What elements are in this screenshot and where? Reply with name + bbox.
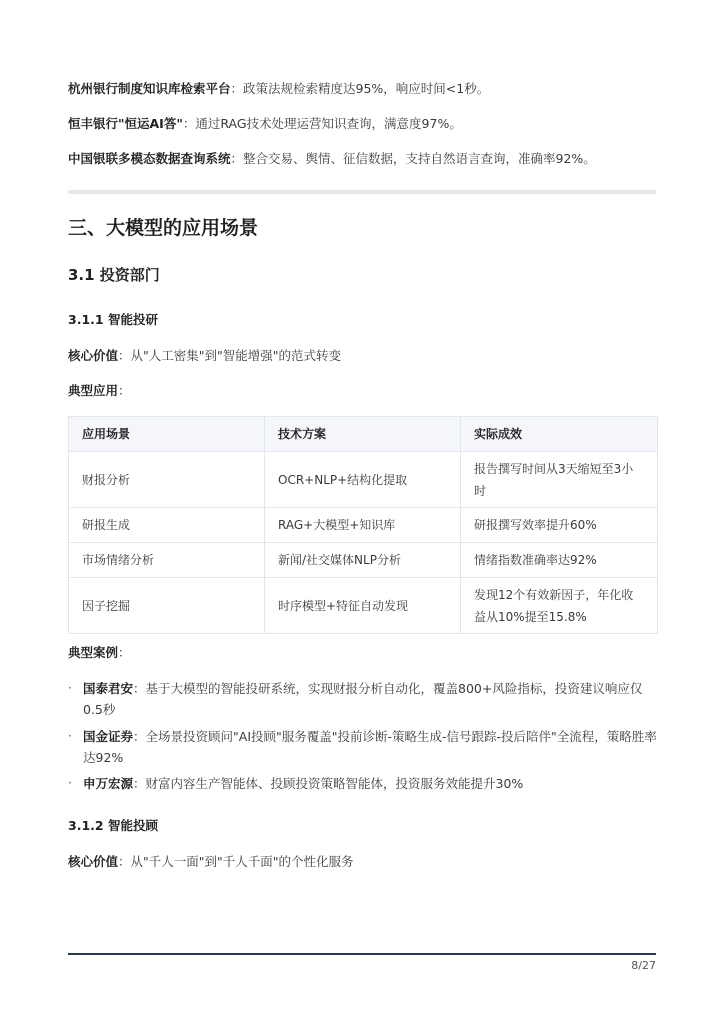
table-cell: 市场情绪分析 bbox=[69, 543, 265, 577]
intro-item-text: ：整合交易、舆情、征信数据，支持自然语言查询，准确率92%。 bbox=[230, 151, 596, 166]
core-value-label: 核心价值 bbox=[68, 348, 119, 363]
table-header-cell: 技术方案 bbox=[265, 417, 461, 451]
apps-label: 典型应用 bbox=[68, 383, 119, 398]
table-header-cell: 应用场景 bbox=[69, 417, 265, 451]
intro-item-label: 中国银联多模态数据查询系统 bbox=[68, 151, 231, 166]
table-cell: 研报撰写效率提升60% bbox=[474, 518, 597, 532]
sub1-core-value bbox=[68, 347, 341, 365]
footer-divider bbox=[68, 953, 656, 955]
sub2-title: 3.1.2 智能投顾 bbox=[68, 818, 158, 833]
intro-item-label: 杭州银行制度知识库检索平台 bbox=[68, 81, 231, 96]
table-row bbox=[69, 452, 657, 508]
table-header-row bbox=[69, 417, 657, 452]
bullet-dot: · bbox=[68, 729, 72, 743]
core-value-label: 核心价值 bbox=[68, 854, 119, 869]
case-text: ：全场景投资顾问"AI投顾"服务覆盖"投前诊断-策略生成-信号跟踪-投后陪伴"全流程，策略胜率达92% bbox=[83, 729, 657, 765]
intro-item-text: ：通过RAG技术处理运营知识查询，满意度97%。 bbox=[182, 116, 462, 131]
case-text: ：财富内容生产智能体、投顾投资策略智能体，投资服务效能提升30% bbox=[133, 776, 524, 791]
table-cell: OCR+NLP+结构化提取 bbox=[265, 452, 461, 507]
table-cell: 报告撰写时间从3天缩短至3小时 bbox=[474, 461, 634, 498]
cases-colon: ： bbox=[118, 645, 131, 660]
section-divider bbox=[68, 190, 656, 194]
case-item bbox=[68, 773, 658, 794]
case-label: 申万宏源 bbox=[83, 776, 134, 791]
table-cell: 情绪指数准确率达92% bbox=[474, 553, 597, 567]
applications-table bbox=[68, 416, 658, 634]
intro-item-label: 恒丰银行"恒运AI答" bbox=[68, 116, 183, 131]
core-value-text: ：从"人工密集"到"智能增强"的范式转变 bbox=[118, 348, 342, 363]
table-cell: 新闻/社交媒体NLP分析 bbox=[265, 543, 461, 577]
table-cell: 因子挖掘 bbox=[69, 578, 265, 633]
intro-item bbox=[68, 150, 596, 168]
case-label: 国泰君安 bbox=[83, 681, 134, 696]
table-cell: RAG+大模型+知识库 bbox=[265, 508, 461, 542]
sub1-title: 3.1.1 智能投研 bbox=[68, 312, 158, 327]
table-cell: 时序模型+特征自动发现 bbox=[265, 578, 461, 633]
apps-colon: ： bbox=[118, 383, 131, 398]
bullet-dot: · bbox=[68, 776, 72, 790]
section-title: 三、大模型的应用场景 bbox=[68, 217, 259, 239]
cases-label: 典型案例 bbox=[68, 645, 119, 660]
table-cell: 发现12个有效新因子，年化收益从10%提至15.8% bbox=[474, 587, 634, 624]
intro-item bbox=[68, 115, 462, 133]
table-cell: 研报生成 bbox=[69, 508, 265, 542]
case-label: 国金证券 bbox=[83, 729, 134, 744]
case-item bbox=[68, 678, 658, 720]
intro-item-text: ：政策法规检索精度达95%，响应时间<1秒。 bbox=[230, 81, 490, 96]
subsection-title: 3.1 投资部门 bbox=[68, 266, 160, 284]
sub1-apps-heading bbox=[68, 382, 131, 400]
bullet-dot: · bbox=[68, 681, 72, 695]
table-row bbox=[69, 578, 657, 633]
sub1-cases-heading bbox=[68, 644, 131, 662]
table-cell: 财报分析 bbox=[69, 452, 265, 507]
sub2-core-value bbox=[68, 853, 354, 871]
table-row bbox=[69, 508, 657, 543]
case-text: ：基于大模型的智能投研系统，实现财报分析自动化，覆盖800+风险指标，投资建议响应仅0.5秒 bbox=[83, 681, 643, 717]
table-header-cell: 实际成效 bbox=[474, 427, 523, 441]
page-number: 8/27 bbox=[631, 959, 656, 972]
table-row bbox=[69, 543, 657, 578]
case-item bbox=[68, 726, 658, 768]
intro-item bbox=[68, 80, 489, 98]
core-value-text: ：从"千人一面"到"千人千面"的个性化服务 bbox=[118, 854, 354, 869]
